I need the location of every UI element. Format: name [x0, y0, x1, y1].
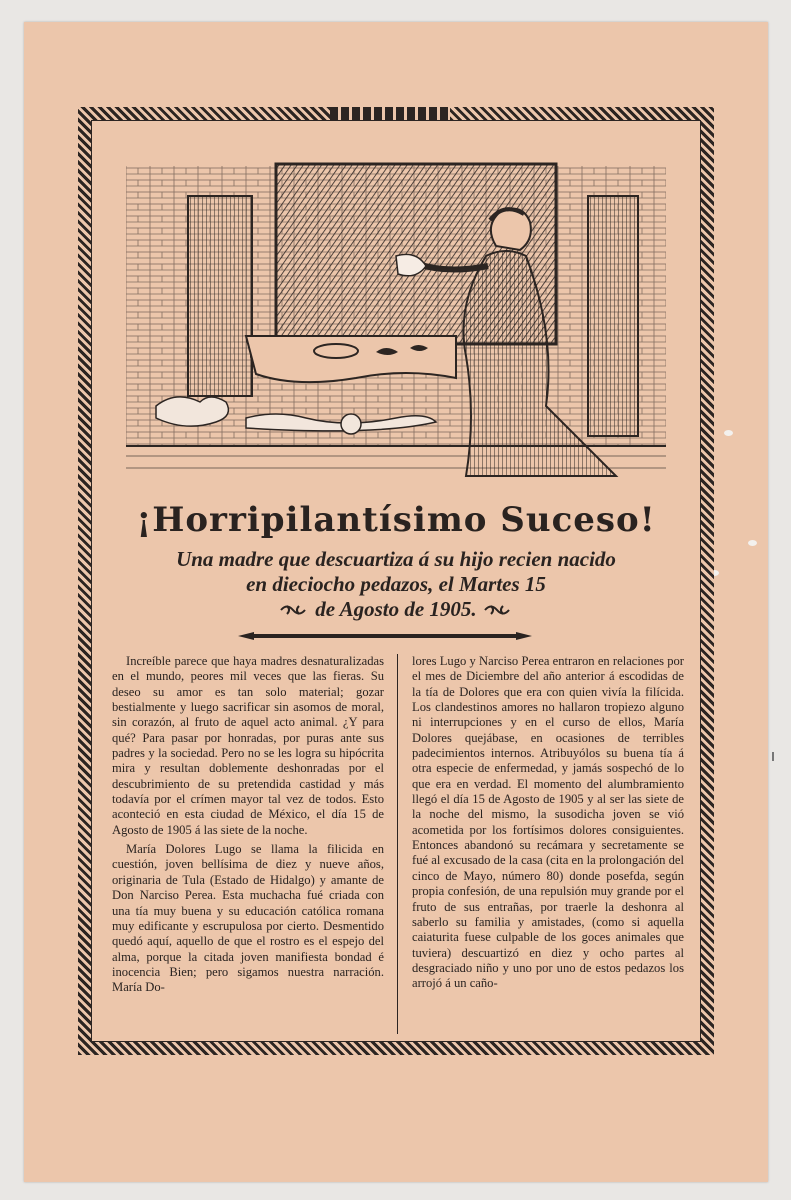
decorative-rule — [236, 630, 534, 642]
subtitle-line: Una madre que descuartiza á su hijo recien nacido — [176, 547, 616, 571]
fleuron-ornament-icon — [279, 603, 309, 617]
headline: ¡Horripilantísimo Suceso! — [136, 500, 656, 540]
greek-key-ornament — [330, 107, 450, 120]
paper-hole — [724, 430, 733, 436]
article-column-left — [112, 654, 384, 996]
edge-mark — [772, 752, 774, 761]
article-column-right — [412, 654, 684, 992]
subtitle-line: en dieciocho pedazos, el Martes 15 — [246, 572, 546, 596]
woodcut-illustration — [126, 156, 666, 492]
subtitle-date: de Agosto de 1905. — [315, 597, 477, 621]
subheadline — [100, 547, 692, 623]
fleuron-ornament-icon — [483, 603, 513, 617]
paper-hole — [748, 540, 757, 546]
column-divider — [397, 654, 398, 1034]
article-paragraph: lores Lugo y Narciso Perea entraron en relaciones por el mes de Diciembre del año anterior á escodidas de la tía de Dolores que era con quien vivía la filícida. Los clandestinos amores no hallaron tropiezo alguno ni interrupciones y en el curso de ellos, María Dolores quejábase, en ocasiones de terribles padecimientos internos. Atribuyólos su buena tía á otra especie de enfermedad, y jamás sospechó de lo que era en verdad. El momento del alumbramiento llegó el día 15 de Agosto de 1905 y al ser las siete de la noche del mismo, la susodicha joven se vió acometida por los fortísimos dolores consiguientes. Entonces abandonó su recámara y secretamente se fué al excusado de la casa (cita en la prolongación del cinco de Mayo, número 80) donde posefda, según propia confesión, de una repulsión muy grande por el fruto de sus entrañas, por traerle la deshonra al saberlo su familia y amistades, (como si aquella caiaturita fuese culpable de los goces animales que tuviera) descuartizó en diez y ocho partes al desgraciado niño y uno por uno de estos pedazos los arrojó á un caño- — [412, 654, 684, 991]
article-paragraph: Increíble parece que haya madres desnaturalizadas en el mundo, peores mil veces que las fieras. Su deseo su amor es tan solo material; gozar bestialmente y luego sacrificar sin asomos de moral, sin corazón, al fruto de aquel acto animal. ¿Y para qué? Para pasar por honradas, por puras ante sus padres y la sociedad. Pero no se les logra su hipócrita mira y resultan doblemente deshonradas por el descubrimiento de su pretendida castidad y más todavía por el crímen mayor tal vez de todos. Esto aconteció en esta ciudad de México, el día 15 de Agosto de 1905 á las siete de la noche. — [112, 654, 384, 837]
subtitle-line-with-ornaments — [279, 597, 512, 622]
article-paragraph: María Dolores Lugo se llama la filicida en cuestión, joven bellísima de diez y nueve años, originaria de Tula (Estado de Hidalgo) y amante de Don Narciso Perea. Esta muchacha fué criada con una tía muy buena y su educación católica romana muy edificante y escrupulosa por cierto. Desmentido quedó aquí, aquello de que el rostro es el espejo del alma, porque la citada joven manifiesta bondad é inocencia Bien; pero sigamos nuestra narración. María Do- — [112, 842, 384, 995]
